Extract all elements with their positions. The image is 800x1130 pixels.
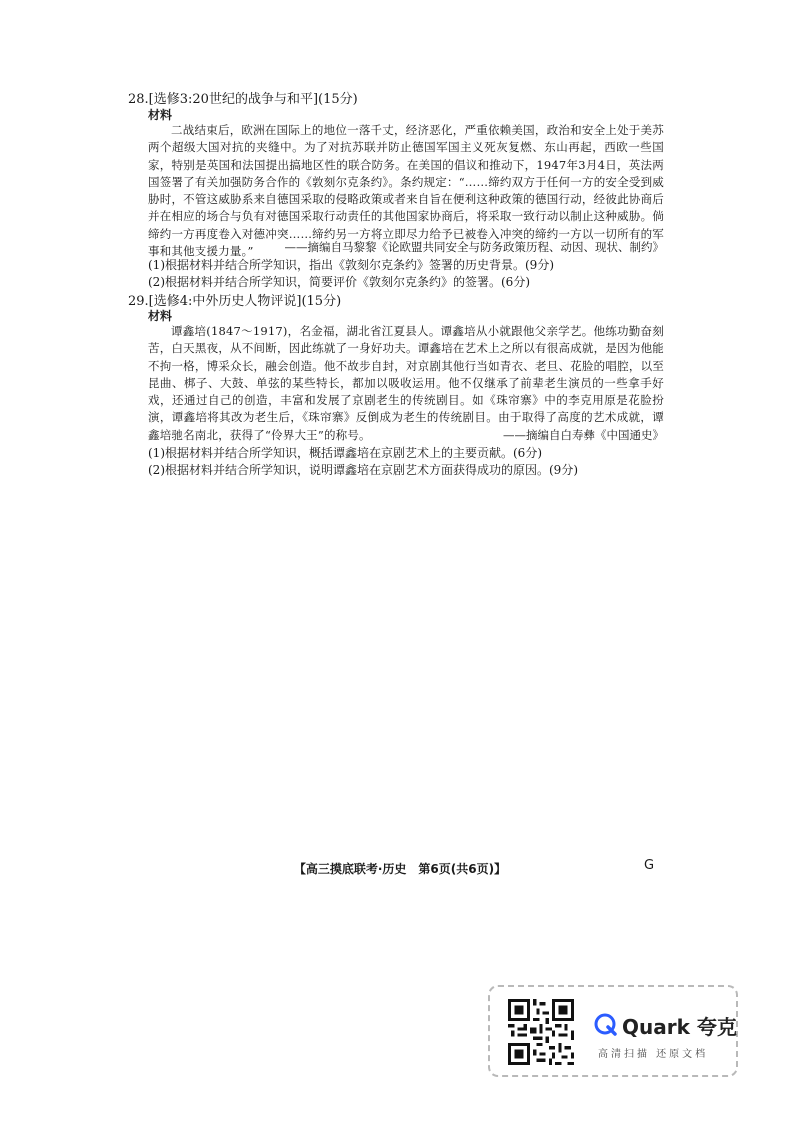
q28-material-label: 材料 — [148, 108, 173, 122]
q29-material-paragraph: 谭鑫培(1847～1917)，名金福，湖北省江夏县人。谭鑫培从小就跟他父亲学艺。他练功勤奋刻苦，白天黑夜，从不间断，因此练就了一身好功夫。谭鑫培在艺术上之所以有很高成就，是因为他能不拘一格，博采众长，融会创造。他不故步自封，对京剧其他行当如青衣、老旦、花脸的唱腔，以至昆曲、梆子、大鼓、单弦的某些特长，都加以吸收运用。他不仅继承了前辈老生演员的一些拿手好戏，还通过自己的创造，丰富和发展了京剧老生的传统剧目。如《珠帘寨》中的李克用原是花脸扮演，谭鑫培将其改为老生后，《珠帘寨》反倒成为老生的传统剧目。由于取得了高度的艺术成就，谭鑫培驰名南北，获得了“伶界大王”的称号。 — [148, 324, 664, 442]
q29-subquestion-1: (1)根据材料并结合所学知识，概括谭鑫培在京剧艺术上的主要贡献。(6分) — [148, 446, 542, 460]
paper-version: G — [644, 858, 655, 873]
qr-code-icon — [508, 999, 574, 1065]
q28-subquestion-1: (1)根据材料并结合所学知识，指出《敦刻尔克条约》签署的历史背景。(9分) — [148, 258, 554, 272]
page-footer: 【高三摸底联考·历史 第6页(共6页)】 — [293, 862, 507, 876]
quark-brand: Quark 夸克 — [622, 1015, 737, 1039]
q29-material-label: 材料 — [148, 309, 173, 323]
q29-title: 29.[选修4:中外历史人物评说](15分) — [128, 294, 342, 309]
q28-subquestion-2: (2)根据材料并结合所学知识，简要评价《敦刻尔克条约》的签署。(6分) — [148, 275, 530, 289]
q29-source: ——摘编自白寿彝《中国通史》 — [503, 428, 664, 442]
quark-logo-icon — [594, 1013, 618, 1037]
q28-title: 28.[选修3:20世纪的战争与和平](15分) — [128, 92, 358, 107]
q28-source: ——摘编自马黎黎《论欧盟共同安全与防务政策历程、动因、现状、制约》 — [284, 240, 664, 254]
q29-subquestion-2: (2)根据材料并结合所学知识，说明谭鑫培在京剧艺术方面获得成功的原因。(9分) — [148, 463, 578, 477]
q28-material-paragraph: 二战结束后，欧洲在国际上的地位一落千丈，经济恶化，严重依赖美国，政治和安全上处于美苏两个超级大国对抗的夹缝中。为了对抗苏联并防止德国军国主义死灰复燃、东山再起，西欧一些国家，特别是英国和法国提出搞地区性的联合防务。在美国的倡议和推动下，1947年3月4日，英法两国签署了有关加强防务合作的《敦刻尔克条约》。条约规定：“……缔约双方于任何一方的安全受到威胁时，不管这威胁系来自德国采取的侵略政策或者来自旨在便利这种政策的德国行动，经彼此协商后并在相应的场合与负有对德国采取行动责任的其他国家协商后，将采取一致行动以制止这种威胁。倘缔约一方再度卷入对德冲突……缔约另一方将立即尽力给予已被卷入冲突的缔约一方以一切所有的军事和其他支援力量。” — [148, 123, 664, 259]
quark-watermark — [488, 985, 738, 1077]
quark-slogan: 高清扫描 还原文档 — [598, 1049, 709, 1060]
